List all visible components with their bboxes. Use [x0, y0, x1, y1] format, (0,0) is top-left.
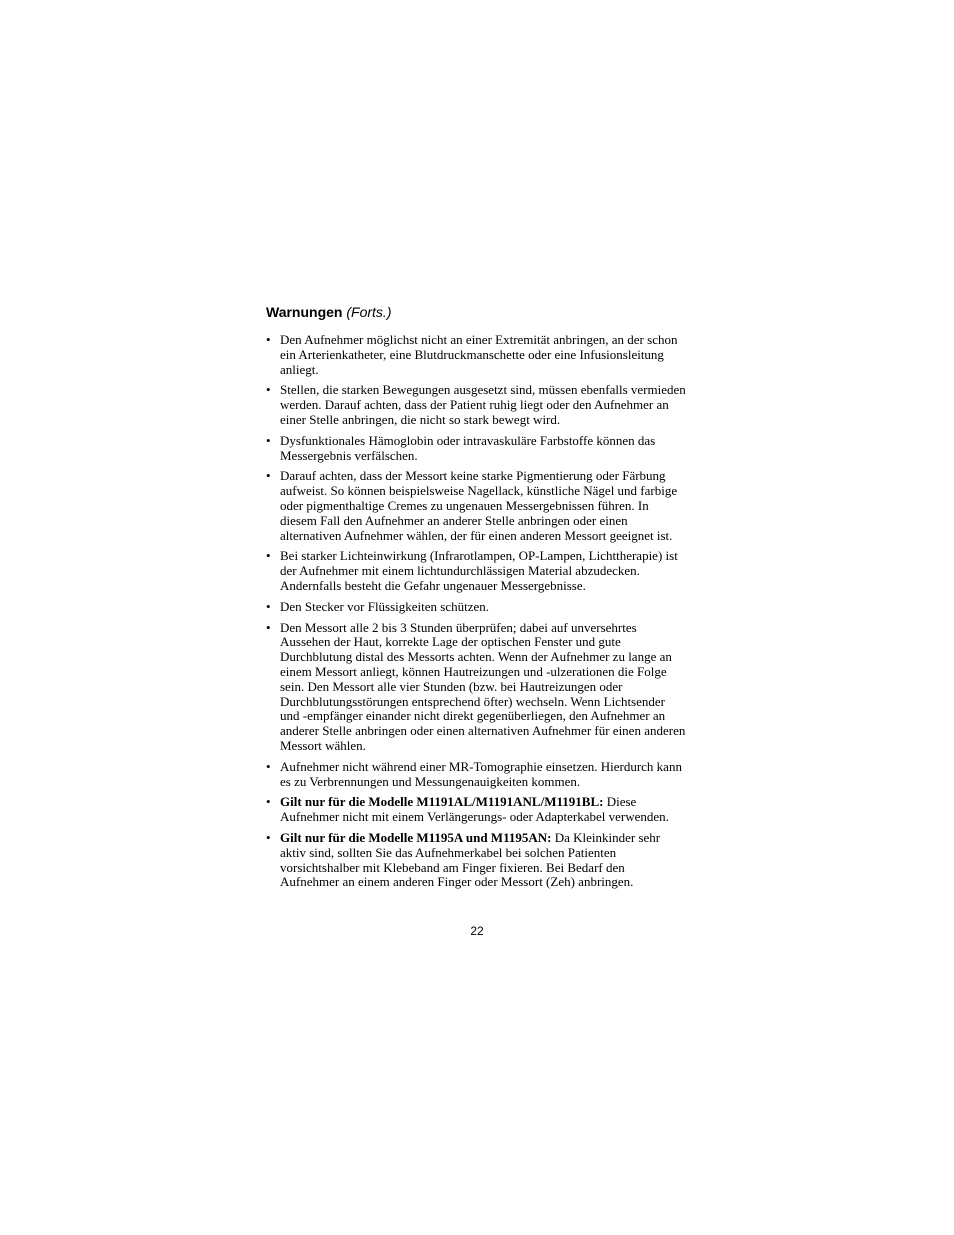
- list-item: [266, 469, 686, 543]
- section-title: Warnungen: [266, 304, 343, 320]
- list-item: [266, 831, 686, 890]
- item-text: Dysfunktionales Hämoglobin oder intravaskuläre Farbstoffe können das Messergebnis verfälschen.: [280, 432, 656, 463]
- bullet: •: [266, 794, 271, 810]
- list-item: [266, 549, 686, 593]
- item-text: Darauf achten, dass der Messort keine starke Pigmentierung oder Färbung aufweist. So können beispielsweise Nagellack, künstliche Nägel und farbige oder pigmenthaltige Cremes zu ungenauen Messergebnissen führen. In diesem Fall den Aufnehmer an anderer Stelle anbringen oder einen alternativen Aufnehmer wählen, der für einen anderen Messort geeignet ist.: [280, 468, 678, 543]
- bullet: •: [266, 332, 271, 347]
- list-item: [266, 760, 686, 790]
- item-lead: Gilt nur für die Modelle M1195A und M1195AN:: [280, 829, 552, 845]
- list-item: [266, 621, 686, 754]
- item-text: Bei starker Lichteinwirkung (Infrarotlampen, OP-Lampen, Lichttherapie) ist der Aufnehmer mit einem lichtundurchlässigen Material abzudecken. Andernfalls besteht die Gefahr ungenauer Messergebnisse.: [280, 548, 678, 593]
- item-text: Den Messort alle 2 bis 3 Stunden überprüfen; dabei auf unversehrtes Aussehen der Haut, korrekte Lage der optischen Fenster und gute Durchblutung distal des Messorts achten. Wenn der Aufnehmer zu lange an einem Messort anliegt, können Hautreizungen und -ulzerationen die Folge sein. Den Messort alle vier Stunden (bzw. bei Hautreizungen oder Durchblutungsstörungen entsprechend öfter) wechseln. Wenn Lichtsender und -empfänger einander nicht direkt gegenüberliegen, den Aufnehmer an anderer Stelle anbringen oder einen alternativen Aufnehmer für einen anderen Messort wählen.: [280, 619, 686, 753]
- list-item: [266, 434, 686, 464]
- bullet: •: [266, 829, 271, 845]
- bullet: •: [266, 619, 271, 635]
- item-text: Den Stecker vor Flüssigkeiten schützen.: [280, 598, 490, 614]
- bullet: •: [266, 758, 271, 774]
- item-text: Stellen, die starken Bewegungen ausgesetzt sind, müssen ebenfalls vermieden werden. Darauf achten, dass der Patient ruhig liegt oder den Aufnehmer an einer Stelle anbringen, die nicht so stark bewegt wird.: [280, 382, 686, 427]
- item-lead: Gilt nur für die Modelle M1191AL/M1191ANL/M1191BL:: [280, 794, 604, 810]
- bullet: •: [266, 548, 271, 564]
- bullet: •: [266, 598, 271, 614]
- list-item: [266, 333, 686, 377]
- section-subtitle: (Forts.): [346, 304, 392, 320]
- bullet: •: [266, 382, 271, 398]
- page-number: 22: [470, 924, 484, 938]
- section-heading: [266, 303, 686, 321]
- list-item: [266, 795, 686, 825]
- item-text: Den Aufnehmer möglichst nicht an einer Extremität anbringen, an der schon ein Arterienkatheter, eine Blutdruckmanschette oder eine Infusionsleitung anliegt.: [280, 332, 678, 377]
- item-text: Aufnehmer nicht während einer MR-Tomographie einsetzen. Hierdurch kann es zu Verbrennungen und Messungenauigkeiten kommen.: [280, 758, 682, 789]
- list-item: [266, 600, 686, 615]
- list-item: [266, 383, 686, 427]
- item-text: Da Kleinkinder sehr aktiv sind, sollten Sie das Aufnehmerkabel bei solchen Patienten vorsichtshalber mit Klebeband am Finger fixieren. Bei Bedarf den Aufnehmer an einem anderen Finger oder Messort (Zeh) anbringen.: [280, 829, 661, 890]
- item-text: Diese Aufnehmer nicht mit einem Verlängerungs- oder Adapterkabel verwenden.: [280, 794, 669, 825]
- bullet: •: [266, 432, 271, 448]
- bullet: •: [266, 468, 271, 484]
- page-content: [266, 303, 686, 896]
- warnings-list: [266, 333, 686, 890]
